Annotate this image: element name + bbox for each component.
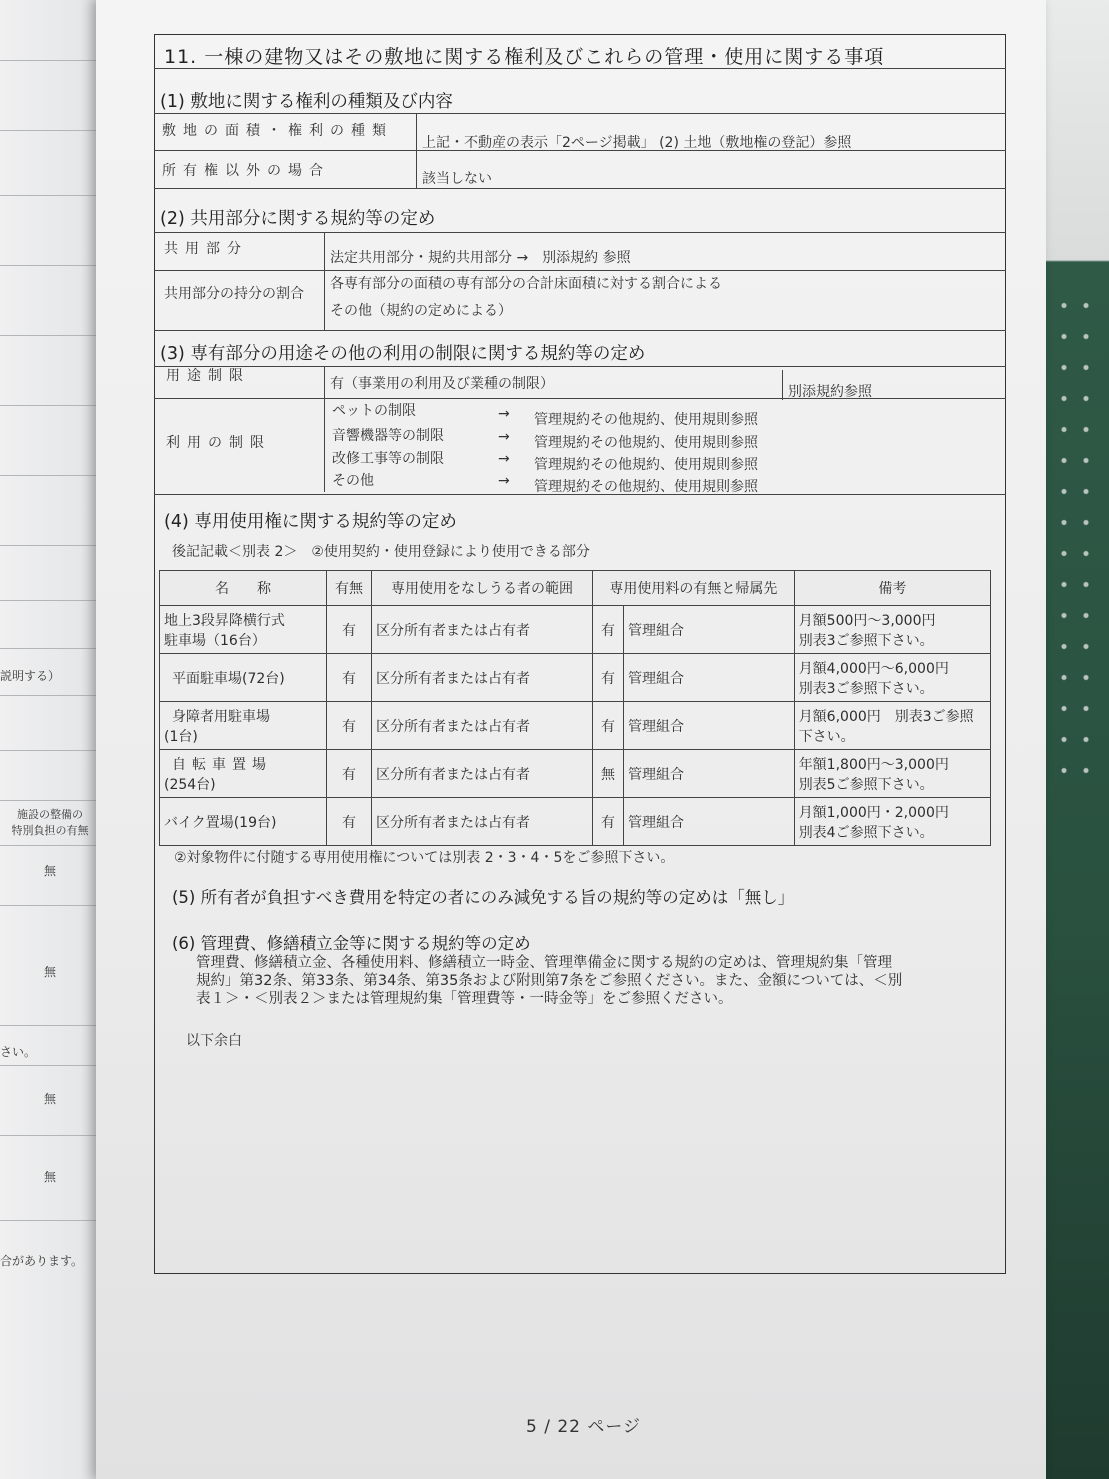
- cell-has: 有: [327, 606, 372, 654]
- note-line: 月額500円～3,000円: [798, 612, 936, 629]
- name-line: 自転車置場: [172, 756, 272, 773]
- name-line: 平面駐車場(72台): [172, 670, 285, 687]
- rule: [324, 232, 325, 330]
- s2-label: 共用部分: [164, 241, 248, 257]
- left-fragment: 特別負担の有無: [11, 824, 89, 837]
- table-header-row: [160, 571, 991, 606]
- name-line: (254台): [164, 776, 216, 793]
- cell-scope: 区分所有者または占有者: [372, 654, 593, 702]
- col-header: 専用使用料の有無と帰属先: [593, 571, 795, 606]
- rule: [154, 494, 1006, 495]
- note-line: 別表5ご参照下さい。: [798, 776, 934, 793]
- cell-fee: 有: [593, 798, 624, 846]
- limit-ref: 管理規約その他規約、使用規則参照: [534, 479, 758, 495]
- limit-ref: 管理規約その他規約、使用規則参照: [534, 457, 758, 473]
- cell-dest: 管理組合: [624, 750, 795, 798]
- cell-name: [160, 702, 327, 750]
- remainder-note: 以下余白: [186, 1033, 242, 1049]
- s6-heading: (6) 管理費、修繕積立金等に関する規約等の定め: [172, 934, 531, 953]
- cell-dest: 管理組合: [624, 606, 795, 654]
- s2-label: 共用部分の持分の割合: [164, 286, 304, 302]
- col-header: 名 称: [160, 571, 327, 606]
- cell-note: [794, 702, 990, 750]
- left-underlying-page: [0, 0, 110, 1479]
- note-line: 別表3ご参照下さい。: [798, 680, 934, 697]
- table-row: [160, 750, 991, 798]
- col-header: 専用使用をなしうる者の範囲: [372, 571, 593, 606]
- limit-item: 改修工事等の制限: [332, 451, 444, 467]
- cell-note: [794, 750, 990, 798]
- note-line: 月額6,000円 別表3ご参照: [798, 708, 974, 725]
- cell-dest: 管理組合: [624, 798, 795, 846]
- cell-fee: 無: [593, 750, 624, 798]
- s6-text-line: 表１＞・＜別表２＞または管理規約集「管理費等・一時金等」をご参照ください。: [196, 991, 733, 1007]
- page-number: 5 / 22 ページ: [526, 1417, 642, 1437]
- cell-fee: 有: [593, 606, 624, 654]
- s2-heading: (2) 共用部分に関する規約等の定め: [160, 209, 436, 229]
- name-line: 駐車場（16台）: [164, 632, 266, 649]
- cell-name: [160, 798, 327, 846]
- s3-usage-value: 有（事業用の利用及び業種の制限）: [330, 376, 554, 392]
- s5-heading: (5) 所有者が負担すべき費用を特定の者にのみ減免する旨の規約等の定めは「無し」: [172, 888, 795, 907]
- cell-has: 有: [327, 750, 372, 798]
- s1-value: 上記・不動産の表示「2ページ掲載」 (2) 土地（敷地権の登記）参照: [422, 135, 852, 151]
- left-fragment: 合があります。: [0, 1254, 84, 1268]
- cell-name: [160, 750, 327, 798]
- cell-has: 有: [327, 702, 372, 750]
- name-line: バイク置場(19台): [164, 814, 277, 831]
- note-line: 月額1,000円・2,000円: [798, 804, 949, 821]
- rule: [154, 188, 1006, 189]
- rule: [154, 150, 1006, 151]
- note-line: 別表3ご参照下さい。: [798, 632, 934, 649]
- cell-has: 有: [327, 798, 372, 846]
- note-line: 月額4,000円～6,000円: [798, 660, 949, 677]
- rule: [416, 113, 417, 188]
- limit-ref: 管理規約その他規約、使用規則参照: [534, 435, 758, 451]
- col-header: 有無: [327, 571, 372, 606]
- s1-heading: (1) 敷地に関する権利の種類及び内容: [160, 92, 453, 112]
- limit-arrow: →: [498, 451, 510, 467]
- section-title: 11. 一棟の建物又はその敷地に関する権利及びこれらの管理・使用に関する事項: [164, 46, 885, 68]
- s6-text-line: 管理費、修繕積立金、各種使用料、修繕積立一時金、管理準備金に関する規約の定めは、管理規約集「管理: [196, 955, 892, 971]
- cell-scope: 区分所有者または占有者: [372, 750, 593, 798]
- s3-usage-label: 用途制限: [166, 368, 250, 384]
- document-page: [96, 0, 1046, 1479]
- s1-label: 敷地の面積・権利の種類: [162, 123, 393, 139]
- s1-label: 所有権以外の場合: [162, 163, 330, 179]
- cell-note: [794, 654, 990, 702]
- exclusive-use-table: [159, 570, 991, 846]
- name-line: 身障者用駐車場: [172, 708, 270, 725]
- rule: [154, 68, 1006, 69]
- limit-arrow: →: [498, 429, 510, 445]
- rule: [154, 270, 1006, 271]
- left-fragment: 説明する）: [0, 669, 61, 683]
- left-value: 無: [43, 965, 56, 979]
- left-value: 無: [43, 864, 56, 878]
- s6-text-line: 規約」第32条、第33条、第34条、第35条および附則第7条をご参照ください。また、金額については、＜別: [196, 973, 903, 989]
- cell-dest: 管理組合: [624, 654, 795, 702]
- cell-name: [160, 606, 327, 654]
- table-row: [160, 654, 991, 702]
- note-line: 別表4ご参照下さい。: [798, 824, 934, 841]
- cell-scope: 区分所有者または占有者: [372, 606, 593, 654]
- limit-arrow: →: [498, 406, 510, 422]
- rule: [324, 366, 325, 492]
- table-row: [160, 702, 991, 750]
- cell-fee: 有: [593, 702, 624, 750]
- note-line: 年額1,800円～3,000円: [798, 756, 949, 773]
- rule: [154, 330, 1006, 331]
- limit-item: ペットの制限: [332, 403, 416, 419]
- table-row: [160, 606, 991, 654]
- limit-arrow: →: [498, 473, 510, 489]
- cell-note: [794, 798, 990, 846]
- left-value: 無: [43, 1092, 56, 1106]
- s2-value: 各専有部分の面積の専有部分の合計床面積に対する割合による: [330, 276, 722, 292]
- name-line: (1台): [164, 728, 198, 745]
- cell-fee: 有: [593, 654, 624, 702]
- table-row: [160, 798, 991, 846]
- s3-usage-ref: 別添規約参照: [788, 384, 872, 400]
- s4-note: ②対象物件に付随する専用使用権については別表 2・3・4・5をご参照下さい。: [174, 850, 675, 866]
- note-line: 下さい。: [798, 728, 855, 745]
- rule: [154, 366, 1006, 367]
- name-line: 地上3段昇降横行式: [164, 612, 285, 629]
- s3-heading: (3) 専有部分の用途その他の利用の制限に関する規約等の定め: [160, 344, 646, 364]
- cell-has: 有: [327, 654, 372, 702]
- cell-note: [794, 606, 990, 654]
- left-fragment: 施設の整備の: [17, 808, 83, 821]
- s3-limit-label: 利用の制限: [166, 435, 271, 451]
- left-fragment: さい。: [0, 1045, 37, 1059]
- cell-scope: 区分所有者または占有者: [372, 798, 593, 846]
- cell-dest: 管理組合: [624, 702, 795, 750]
- col-header: 備考: [794, 571, 990, 606]
- limit-ref: 管理規約その他規約、使用規則参照: [534, 412, 758, 428]
- rule: [154, 398, 1006, 399]
- s2-value: その他（規約の定めによる）: [330, 303, 512, 319]
- s2-value: 法定共用部分・規約共用部分 → 別添規約 参照: [330, 250, 631, 266]
- s1-value: 該当しない: [422, 171, 492, 187]
- limit-item: 音響機器等の制限: [332, 428, 444, 444]
- s4-heading: (4) 専用使用権に関する規約等の定め: [164, 512, 457, 532]
- rule: [154, 113, 1006, 114]
- limit-item: その他: [332, 473, 374, 489]
- rule: [154, 232, 1006, 233]
- cell-scope: 区分所有者または占有者: [372, 702, 593, 750]
- s4-sub: 後記記載＜別表 2＞ ②使用契約・使用登録により使用できる部分: [172, 544, 590, 560]
- cell-name: [160, 654, 327, 702]
- left-value: 無: [43, 1170, 56, 1184]
- rule: [782, 370, 783, 400]
